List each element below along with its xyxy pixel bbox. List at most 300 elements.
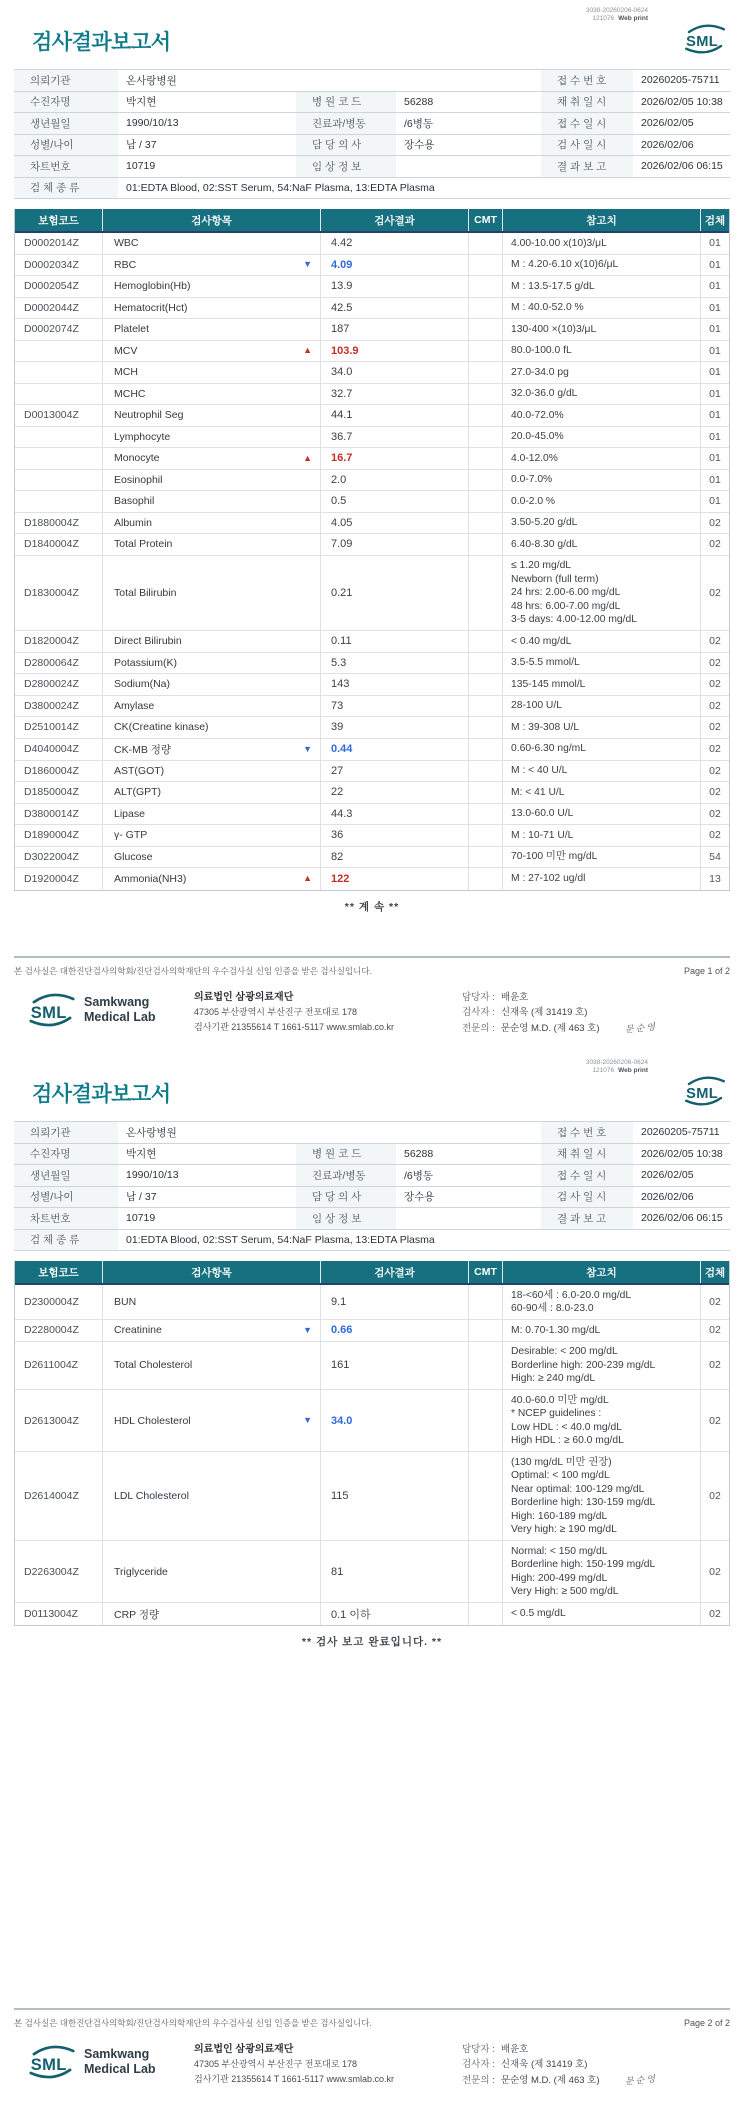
col-header-reference: 참고치 <box>503 209 701 231</box>
table-row <box>15 847 729 869</box>
patient-info-row <box>14 1208 730 1230</box>
test-item-name: Glucose <box>114 850 153 863</box>
print-code <box>586 7 648 23</box>
col-header-insurance-code: 보험코드 <box>15 209 103 231</box>
table-row <box>15 448 729 470</box>
result-cell <box>321 362 469 383</box>
footer-meta <box>14 2017 730 2029</box>
reference-line: M: < 41 U/L <box>511 786 565 798</box>
patient-table <box>14 1121 730 1251</box>
cmt-cell <box>469 739 503 760</box>
org-address: 47305 부산광역시 부산진구 전포대로 178 <box>194 2058 358 2069</box>
result-value: 122 <box>331 872 350 885</box>
result-cell <box>321 782 469 803</box>
patient-field-label: 채 취 일 시 <box>541 1144 633 1165</box>
reference-line: 40.0-60.0 미만 mg/dL <box>511 1394 609 1406</box>
specialist-signature: 문순영 <box>624 2073 658 2086</box>
specimen-code: 02 <box>709 538 721 551</box>
col-header-insurance-code: 보험코드 <box>15 1261 103 1283</box>
specimen-code: 02 <box>709 764 721 777</box>
patient-field-value: 01:EDTA Blood, 02:SST Serum, 54:NaF Plasma, 13:EDTA Plasma <box>126 181 435 194</box>
result-value: 0.21 <box>331 586 353 599</box>
reference-range <box>503 276 701 297</box>
reference-line: 32.0-36.0 g/dL <box>511 388 578 399</box>
patient-field-value: 2026/02/06 06:15 <box>641 160 723 173</box>
result-cell <box>321 1285 469 1319</box>
result-value: 39 <box>331 721 344 734</box>
reference-line: M: 0.70-1.30 mg/dL <box>511 1324 601 1336</box>
cmt-cell <box>469 717 503 738</box>
patient-field-value: 10719 <box>126 1212 156 1225</box>
table-row <box>15 1603 729 1625</box>
insurance-code <box>15 448 103 469</box>
test-item-name: Direct Bilirubin <box>114 635 182 648</box>
cmt-cell <box>469 405 503 426</box>
table-row <box>15 341 729 363</box>
staff-examiner-row <box>462 2057 600 2073</box>
footer-main <box>14 2042 730 2089</box>
result-cell <box>321 405 469 426</box>
footer-brand <box>26 2042 194 2082</box>
test-item-cell <box>103 782 321 803</box>
svg-text:SML: SML <box>30 2054 67 2074</box>
footer-org-info <box>194 2042 462 2087</box>
patient-field-value: 20260205-75711 <box>641 1126 720 1139</box>
result-value: 81 <box>331 1565 344 1578</box>
specimen-code: 02 <box>709 699 721 712</box>
cmt-cell <box>469 761 503 782</box>
specialist-signature: 문순영 <box>624 1021 658 1034</box>
cmt-cell <box>469 1541 503 1602</box>
patient-field-value: 박지현 <box>126 1148 157 1161</box>
cmt-cell <box>469 448 503 469</box>
insurance-code: D0013004Z <box>15 405 103 426</box>
patient-field-value: 남 / 37 <box>126 1191 157 1204</box>
reference-range <box>503 804 701 825</box>
patient-field-label: 담 당 의 사 <box>296 1187 396 1208</box>
insurance-code: D0002014Z <box>15 233 103 254</box>
result-cell <box>321 804 469 825</box>
test-item-name: CRP 정량 <box>114 1608 160 1621</box>
result-cell <box>321 534 469 555</box>
patient-field-label: 검 체 종 류 <box>14 178 118 199</box>
test-item-name: Monocyte <box>114 452 160 465</box>
test-item-cell <box>103 739 321 760</box>
table-row <box>15 319 729 341</box>
cmt-cell <box>469 868 503 890</box>
specimen-code: 02 <box>709 1414 721 1427</box>
footer-meta <box>14 965 730 977</box>
specimen-code: 01 <box>709 452 721 465</box>
patient-field-label: 병 원 코 드 <box>296 92 396 113</box>
reference-range <box>503 384 701 405</box>
patient-field-label: 진료과/병동 <box>296 1165 396 1186</box>
table-row <box>15 362 729 384</box>
specimen-code: 02 <box>709 678 721 691</box>
table-row <box>15 556 729 632</box>
patient-field-label: 접 수 번 호 <box>541 1122 633 1143</box>
insurance-code: D2510014Z <box>15 717 103 738</box>
page-footer <box>14 956 730 1053</box>
insurance-code: D1920004Z <box>15 868 103 890</box>
insurance-code: D0002074Z <box>15 319 103 340</box>
insurance-code: D3800014Z <box>15 804 103 825</box>
table-row <box>15 1285 729 1320</box>
test-item-name: CK-MB 정량 <box>114 743 172 756</box>
abnormal-marker-icon: ▼ <box>303 1415 312 1425</box>
print-mode-label: Web print <box>618 15 648 22</box>
brand-name-line2: Medical Lab <box>84 1009 156 1024</box>
col-header-result: 검사결과 <box>321 209 469 231</box>
patient-info-row <box>14 1187 730 1209</box>
specimen-code: 02 <box>709 1608 721 1620</box>
test-item-cell <box>103 1285 321 1319</box>
test-item-name: WBC <box>114 237 139 250</box>
reference-range <box>503 674 701 695</box>
test-item-cell <box>103 868 321 890</box>
reference-line: High: ≥ 240 mg/dL <box>511 1373 596 1384</box>
table-row <box>15 1390 729 1452</box>
cmt-cell <box>469 233 503 254</box>
test-item-cell <box>103 233 321 254</box>
insurance-code: D3800024Z <box>15 696 103 717</box>
print-code-line2 <box>586 15 648 23</box>
sml-logo-icon <box>682 22 728 56</box>
result-value: 5.3 <box>331 656 347 669</box>
patient-field-value: 2026/02/05 10:38 <box>641 1147 723 1160</box>
results-body <box>15 1285 729 1625</box>
brand-name-line1: Samkwang <box>84 2047 150 2061</box>
reference-range <box>503 739 701 760</box>
reference-range <box>503 255 701 276</box>
patient-field-value: 1990/10/13 <box>126 117 179 130</box>
specimen-code: 01 <box>709 344 721 357</box>
patient-field-value: 2026/02/06 06:15 <box>641 1212 723 1225</box>
cmt-cell <box>469 782 503 803</box>
patient-field-label: 수진자명 <box>14 92 118 113</box>
print-code-serial: 121076 <box>592 15 615 22</box>
reference-line: Low HDL : < 40.0 mg/dL <box>511 1421 622 1433</box>
result-value: 42.5 <box>331 301 353 314</box>
cmt-cell <box>469 298 503 319</box>
reference-line: Borderline high: 130-159 mg/dL <box>511 1497 656 1508</box>
reference-line: 135-145 mmol/L <box>511 678 586 690</box>
specialist-name: 문순영 M.D. (제 463 호) <box>500 1022 600 1034</box>
result-value: 103.9 <box>331 344 359 357</box>
patient-info-row <box>14 70 730 92</box>
table-row <box>15 491 729 513</box>
test-item-cell <box>103 513 321 534</box>
test-item-name: BUN <box>114 1296 137 1308</box>
patient-info-row <box>14 1165 730 1187</box>
patient-field-label: 진료과/병동 <box>296 113 396 134</box>
specimen-code: 01 <box>709 387 721 400</box>
insurance-code: D1820004Z <box>15 631 103 652</box>
result-cell <box>321 631 469 652</box>
cmt-cell <box>469 631 503 652</box>
insurance-code: D3022004Z <box>15 847 103 868</box>
test-item-cell <box>103 1320 321 1341</box>
result-value: 0.66 <box>331 1324 353 1337</box>
org-name: 의료법인 삼광의료재단 <box>194 991 294 1003</box>
reference-line: ≤ 1.20 mg/dL <box>511 560 572 571</box>
specimen-code: 02 <box>709 1490 721 1502</box>
insurance-code <box>15 341 103 362</box>
test-item-name: Ammonia(NH3) <box>114 872 187 885</box>
footer-divider <box>14 956 730 958</box>
specimen-code: 02 <box>709 1296 721 1308</box>
reference-range <box>503 1390 701 1451</box>
test-item-cell <box>103 804 321 825</box>
cmt-cell <box>469 1603 503 1625</box>
result-cell <box>321 1390 469 1451</box>
reference-line: M : 40.0-52.0 % <box>511 302 584 313</box>
test-item-cell <box>103 653 321 674</box>
reference-range <box>503 341 701 362</box>
reference-range <box>503 491 701 512</box>
reference-range <box>503 717 701 738</box>
reference-line: M : 39-308 U/L <box>511 721 580 733</box>
reference-line: < 0.5 mg/dL <box>511 1608 566 1620</box>
results-header-row <box>15 209 729 233</box>
specialist-label: 전문의 : <box>462 2074 495 2086</box>
reference-line: 80.0-100.0 fL <box>511 345 572 356</box>
cmt-cell <box>469 513 503 534</box>
insurance-code: D2613004Z <box>15 1390 103 1451</box>
reference-line: High: 160-189 mg/dL <box>511 1510 608 1522</box>
results-body <box>15 233 729 890</box>
insurance-code: D1830004Z <box>15 556 103 631</box>
patient-field-label: 생년월일 <box>14 113 118 134</box>
result-value: 161 <box>331 1359 350 1372</box>
test-item-cell <box>103 847 321 868</box>
result-cell <box>321 674 469 695</box>
cmt-cell <box>469 255 503 276</box>
test-item-name: Potassium(K) <box>114 656 178 669</box>
patient-field-label: 결 과 보 고 <box>541 156 633 177</box>
result-cell <box>321 653 469 674</box>
specimen-code: 01 <box>709 409 721 422</box>
patient-field-value: 장수용 <box>404 139 435 152</box>
test-item-cell <box>103 717 321 738</box>
insurance-code: D1840004Z <box>15 534 103 555</box>
reference-line: 48 hrs: 6.00-7.00 mg/dL <box>511 600 621 612</box>
result-value: 0.11 <box>331 635 352 648</box>
table-row <box>15 298 729 320</box>
table-row <box>15 717 729 739</box>
test-item-name: HDL Cholesterol <box>114 1414 191 1427</box>
footer-org-info <box>194 990 462 1035</box>
specimen-code: 01 <box>709 430 721 443</box>
reference-range <box>503 631 701 652</box>
patient-info-row <box>14 1144 730 1166</box>
cmt-cell <box>469 1390 503 1451</box>
insurance-code <box>15 470 103 491</box>
reference-range <box>503 556 701 631</box>
test-item-name: ALT(GPT) <box>114 786 162 799</box>
reference-line: High HDL : ≥ 60.0 mg/dL <box>511 1435 624 1446</box>
reference-range <box>503 362 701 383</box>
patient-field-label: 차트번호 <box>14 156 118 177</box>
test-item-name: Hematocrit(Hct) <box>114 301 188 314</box>
patient-table <box>14 69 730 199</box>
insurance-code: D1880004Z <box>15 513 103 534</box>
result-value: 73 <box>331 699 344 712</box>
patient-field-label: 성별/나이 <box>14 135 118 156</box>
test-item-name: AST(GOT) <box>114 764 165 777</box>
patient-field-value: 20260205-75711 <box>641 74 720 87</box>
cmt-cell <box>469 556 503 631</box>
print-code-serial: 121076 <box>592 1067 615 1074</box>
reference-line: 0.0-2.0 % <box>511 495 556 507</box>
table-row <box>15 739 729 761</box>
reference-range <box>503 534 701 555</box>
org-contact: 검사기관 21355614 T 1661-5117 www.smlab.co.kr <box>194 2073 395 2084</box>
insurance-code <box>15 384 103 405</box>
footer-staff <box>462 990 658 1037</box>
insurance-code: D1850004Z <box>15 782 103 803</box>
result-cell <box>321 427 469 448</box>
results-header-row <box>15 1261 729 1285</box>
test-item-name: CK(Creatine kinase) <box>114 721 209 734</box>
test-item-name: Platelet <box>114 323 150 336</box>
report-page <box>0 1052 744 2104</box>
table-row <box>15 761 729 783</box>
specimen-code: 01 <box>709 473 721 486</box>
insurance-code: D1890004Z <box>15 825 103 846</box>
patient-field-label: 검 사 일 시 <box>541 1187 633 1208</box>
reference-line: M : 27-102 ug/dl <box>511 873 586 884</box>
page-title: 검사결과보고서 <box>32 31 171 54</box>
patient-field-label: 임 상 정 보 <box>296 1208 396 1229</box>
abnormal-marker-icon: ▼ <box>303 1324 312 1335</box>
patient-field-label: 의뢰기관 <box>14 1122 118 1143</box>
test-item-cell <box>103 761 321 782</box>
result-cell <box>321 298 469 319</box>
result-cell <box>321 448 469 469</box>
reference-range <box>503 847 701 868</box>
test-item-cell <box>103 384 321 405</box>
print-code <box>586 1059 648 1075</box>
patient-info-row <box>14 1122 730 1144</box>
reference-line: 3.50-5.20 g/dL <box>511 517 578 528</box>
test-item-name: LDL Cholesterol <box>114 1490 189 1502</box>
staff-examiner-row <box>462 1005 600 1021</box>
patient-field-value: 온사랑병원 <box>126 1126 177 1139</box>
reference-line: Optimal: < 100 mg/dL <box>511 1470 610 1481</box>
result-cell <box>321 761 469 782</box>
footer-brand <box>26 990 194 1030</box>
insurance-code <box>15 362 103 383</box>
result-cell <box>321 1342 469 1390</box>
specimen-code: 02 <box>709 743 721 755</box>
specialist-label: 전문의 : <box>462 1022 495 1034</box>
col-header-specimen: 검체 <box>704 214 726 227</box>
patient-field-label: 성별/나이 <box>14 1187 118 1208</box>
specimen-code: 02 <box>709 829 721 842</box>
reference-line: Near optimal: 100-129 mg/dL <box>511 1483 645 1495</box>
specimen-code: 02 <box>709 721 721 734</box>
patient-info-row <box>14 135 730 157</box>
test-item-name: Hemoglobin(Hb) <box>114 280 191 293</box>
patient-field-value: 2026/02/05 10:38 <box>641 95 723 108</box>
brand-name-line1: Samkwang <box>84 995 150 1009</box>
reference-range <box>503 696 701 717</box>
col-header-cmt: CMT <box>469 209 503 231</box>
table-row <box>15 804 729 826</box>
reference-line: M : < 40 U/L <box>511 765 568 776</box>
staff-specialist-row <box>462 2073 600 2089</box>
reference-line: 0.0-7.0% <box>511 474 553 485</box>
test-item-name: Lymphocyte <box>114 430 171 443</box>
footer-divider <box>14 2008 730 2010</box>
specimen-code: 02 <box>709 1565 721 1578</box>
test-item-name: Albumin <box>114 516 152 529</box>
result-value: 0.1 이하 <box>331 1609 371 1621</box>
page-number: Page 1 of 2 <box>683 965 730 976</box>
reference-line: M : 10-71 U/L <box>511 829 574 841</box>
result-value: 143 <box>331 678 350 691</box>
table-row <box>15 405 729 427</box>
result-value: 9.1 <box>331 1296 347 1308</box>
manager-name: 배윤호 <box>500 991 529 1003</box>
sml-logo-icon <box>26 2042 78 2082</box>
patient-field-value: 01:EDTA Blood, 02:SST Serum, 54:NaF Plasma, 13:EDTA Plasma <box>126 1233 435 1246</box>
reference-line: 60-90세 : 8.0-23.0 <box>511 1303 594 1314</box>
cmt-cell <box>469 362 503 383</box>
table-row <box>15 868 729 890</box>
test-item-cell <box>103 298 321 319</box>
test-item-cell <box>103 427 321 448</box>
insurance-code <box>15 491 103 512</box>
svg-text:SML: SML <box>30 1002 67 1022</box>
reference-line: 40.0-72.0% <box>511 409 564 421</box>
reference-line: < 0.40 mg/dL <box>511 635 572 647</box>
result-cell <box>321 717 469 738</box>
test-item-cell <box>103 1541 321 1602</box>
test-item-cell <box>103 825 321 846</box>
result-value: 16.7 <box>331 452 353 465</box>
test-item-cell <box>103 1452 321 1540</box>
result-cell <box>321 847 469 868</box>
result-cell <box>321 868 469 890</box>
accreditation-note: 본 검사실은 대한진단검사의학회/진단검사의학재단의 우수검사실 신임 인증을 받은 검사실입니다. <box>14 965 372 976</box>
patient-field-label: 임 상 정 보 <box>296 156 396 177</box>
reference-range <box>503 1285 701 1319</box>
brand-name <box>84 995 156 1024</box>
page-number: Page 2 of 2 <box>683 2017 730 2028</box>
table-row <box>15 825 729 847</box>
test-item-cell <box>103 1603 321 1625</box>
result-value: 34.0 <box>331 1414 353 1427</box>
test-item-name: RBC <box>114 258 137 271</box>
reference-line: 4.0-12.0% <box>511 452 558 464</box>
test-item-name: Triglyceride <box>114 1565 168 1578</box>
svg-text:SML: SML <box>686 33 719 50</box>
reference-line: Newborn (full term) <box>511 573 599 585</box>
specimen-code: 02 <box>709 586 721 599</box>
reference-range <box>503 1603 701 1625</box>
specimen-code: 01 <box>709 495 721 508</box>
reference-range <box>503 825 701 846</box>
specimen-code: 01 <box>709 258 721 271</box>
reference-line: Normal: < 150 mg/dL <box>511 1545 608 1557</box>
table-row <box>15 1541 729 1603</box>
insurance-code: D2614004Z <box>15 1452 103 1540</box>
patient-field-label: 채 취 일 시 <box>541 92 633 113</box>
print-code-line1: 3038-20260206-0624 <box>585 7 648 14</box>
cmt-cell <box>469 1285 503 1319</box>
